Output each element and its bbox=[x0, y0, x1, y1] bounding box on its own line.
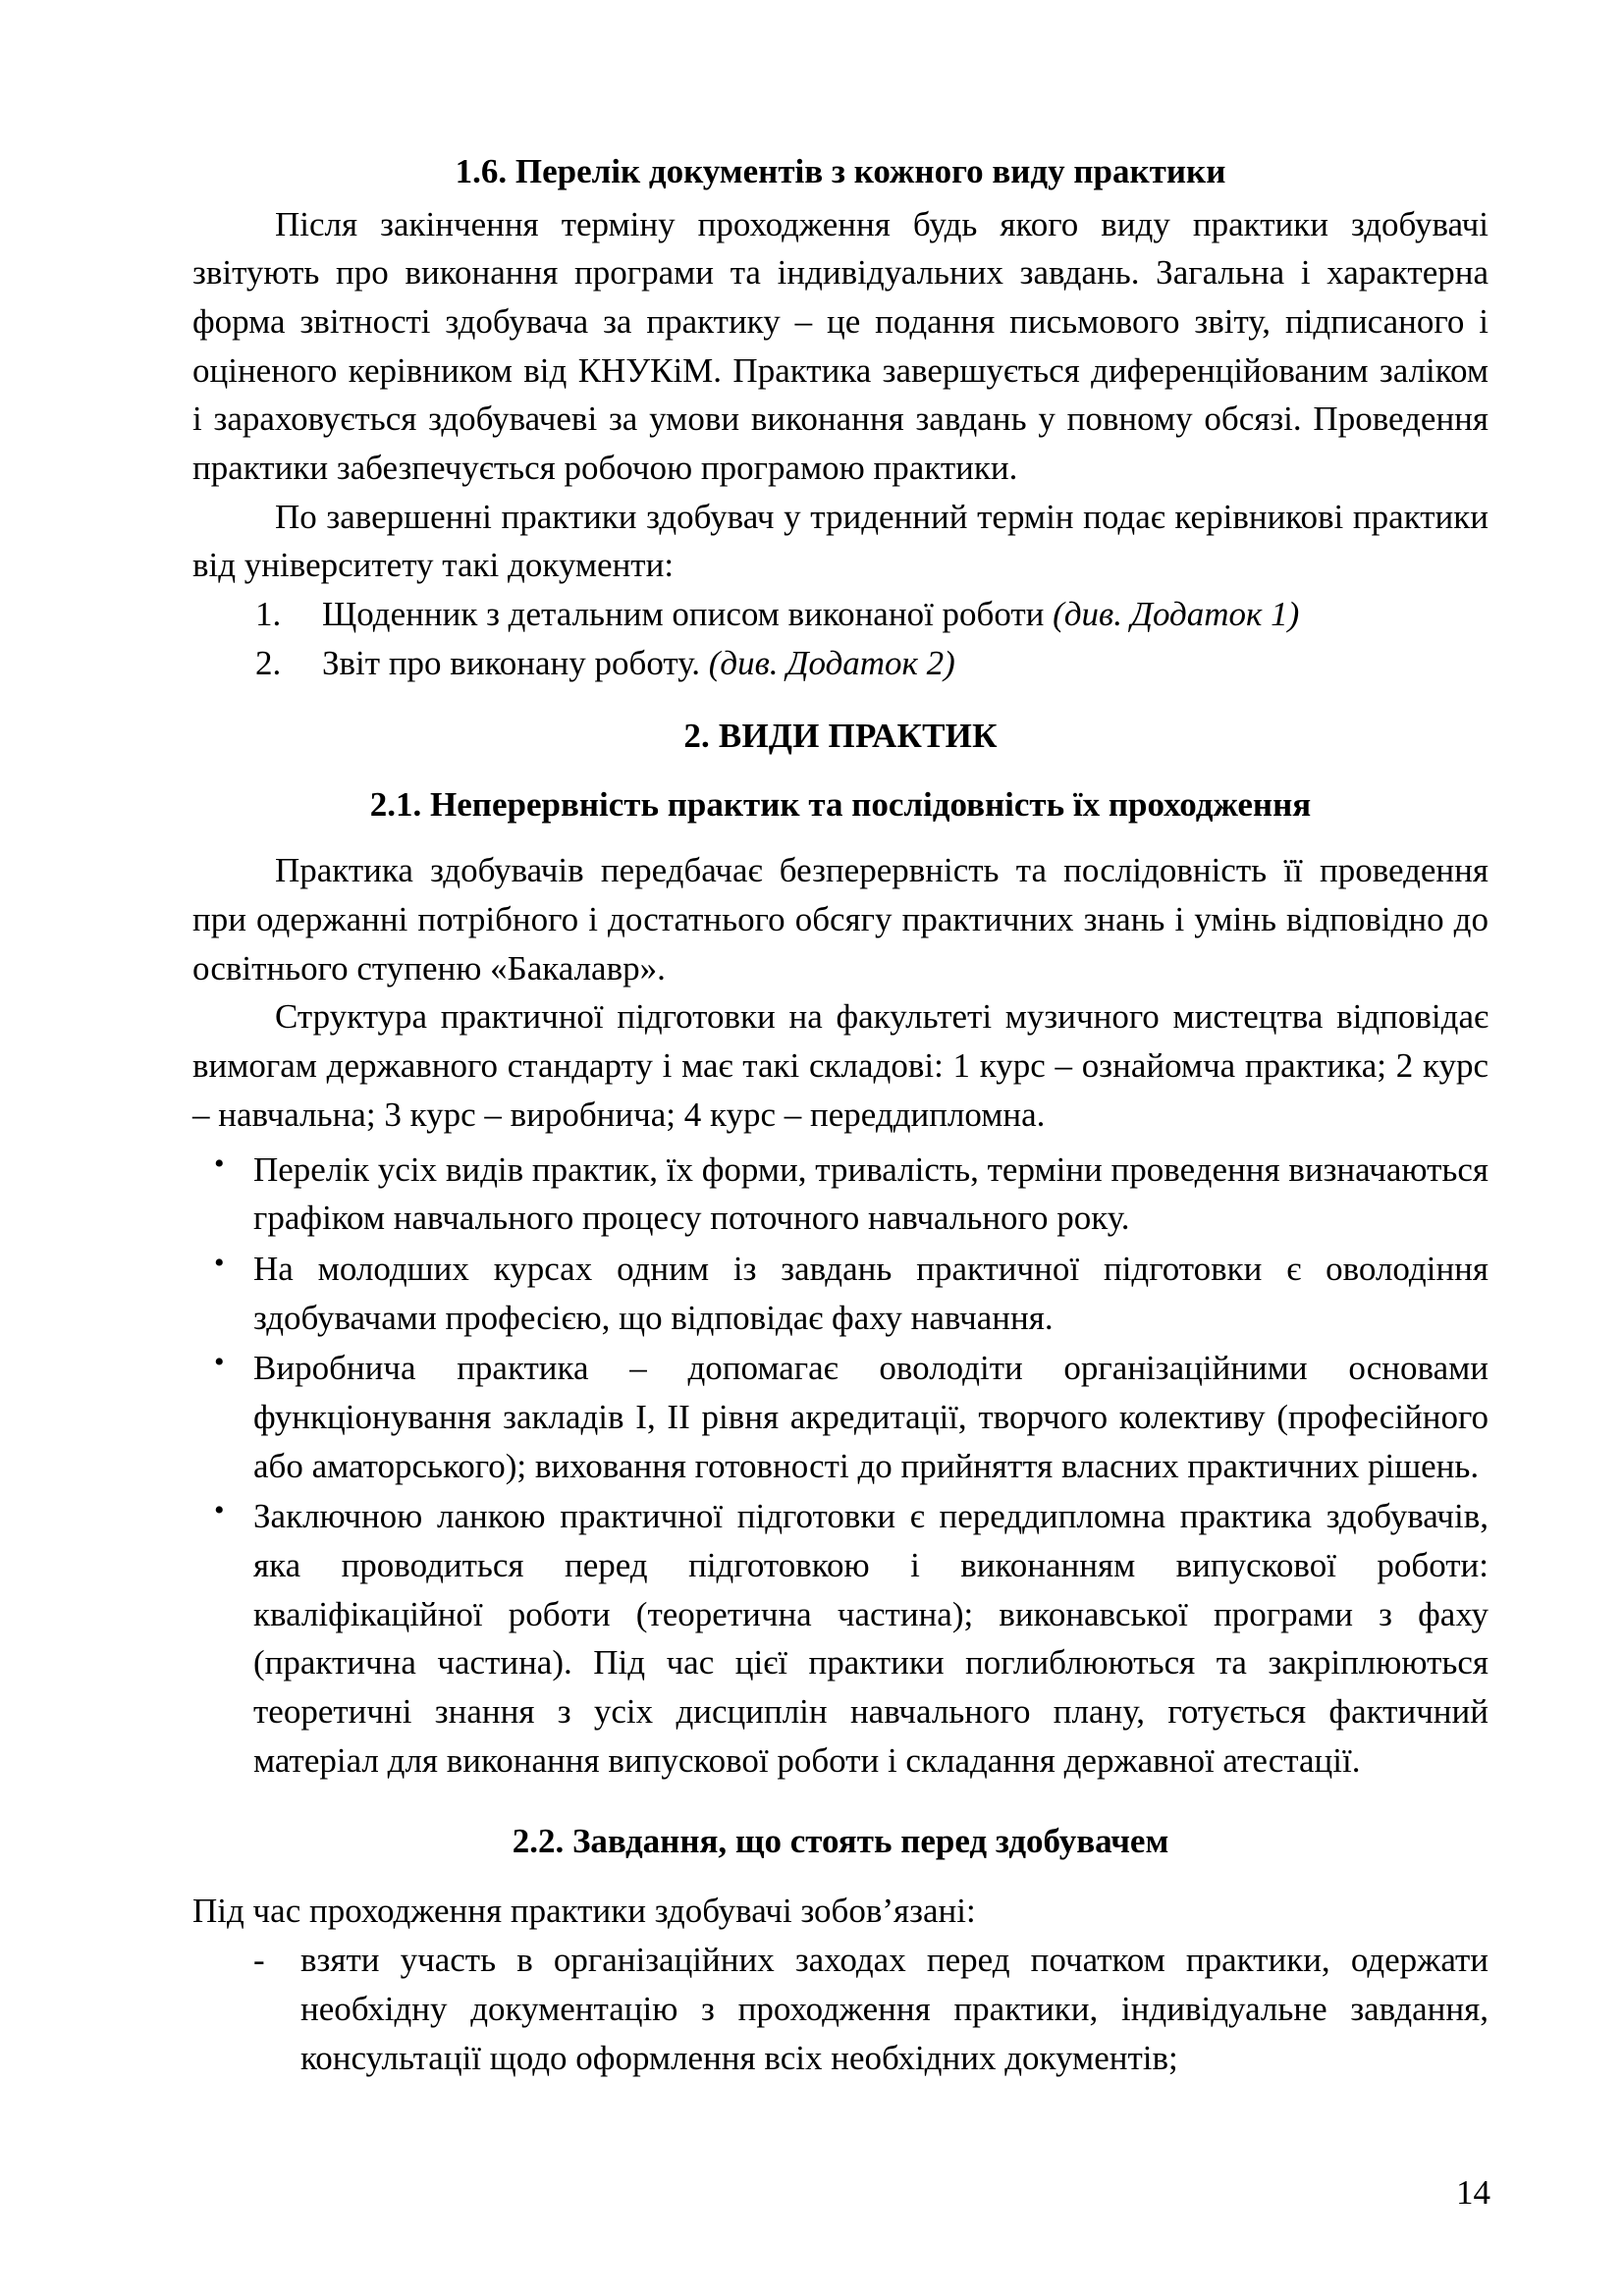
list-marker: 1. bbox=[255, 595, 282, 633]
list-marker: 2. bbox=[255, 643, 282, 682]
heading-1-6: 1.6. Перелік документів з кожного виду практики bbox=[455, 152, 1226, 190]
list-item bbox=[192, 1146, 1489, 1243]
list-item bbox=[192, 639, 1489, 688]
paragraph-structure: Структура практичної підготовки на факультеті музичного мистецтва відповідає вимогам державного стандарту і має такі складові: 1 курс – ознайомча практика; 2 курс – навчальна; 3 курс – виробнича; 4 курс – переддипломна. bbox=[192, 997, 1489, 1134]
list-item-text: взяти участь в організаційних заходах перед початком практики, одержати необхідну документацію з проходження практики, індивідуальне завдання, консультації щодо оформлення всіх необхідних документів; bbox=[300, 1941, 1489, 2077]
dash-icon: - bbox=[253, 1941, 265, 1980]
list-item bbox=[192, 1936, 1489, 2082]
list-item-text: Щоденник з детальним описом виконаної роботи bbox=[322, 595, 1054, 633]
list-item-text: Перелік усіх видів практик, їх форми, тривалість, терміни проведення визначаються графіком навчального процесу поточного навчального року. bbox=[253, 1149, 1489, 1238]
list-item-text: Заключною ланкою практичної підготовки є переддипломна практика здобувачів, яка проводиться перед підготовкою і виконанням випускової роботи: кваліфікаційної роботи (теоретична частина); виконавської програми з фаху (практична частина). Під час цієї практики поглиблюються та закріплюються теоретичні знання з усіх дисциплін навчального плану, готується фактичний матеріал для виконання випускової роботи і складання державної атестації. bbox=[253, 1497, 1489, 1780]
list-item-text: На молодших курсах одним із завдань практичної підготовки є оволодіння здобувачами професією, що відповідає фаху навчання. bbox=[253, 1249, 1489, 1337]
list-item bbox=[192, 1344, 1489, 1490]
list-item bbox=[192, 1245, 1489, 1342]
list-item-text: Виробнича практика – допомагає оволодіти організаційними основами функціонування закладів І, ІІ рівня акредитації, творчого колективу (професійного або аматорського); виховання готовності до прийняття власних практичних рішень. bbox=[253, 1349, 1489, 1485]
documents-numbered-list bbox=[192, 590, 1489, 687]
paragraph-documents-intro: По завершенні практики здобувач у триденний термін подає керівникові практики від університету такі документи: bbox=[192, 497, 1489, 585]
page-number: 14 bbox=[1456, 2173, 1490, 2212]
list-item-reference: (див. Додаток 1) bbox=[1053, 595, 1300, 633]
bullet-icon: • bbox=[214, 1346, 225, 1379]
heading-2-1: 2.1. Неперервність практик та послідовність їх проходження bbox=[369, 785, 1312, 825]
list-item bbox=[192, 590, 1489, 639]
heading-section-2: 2. ВИДИ ПРАКТИК bbox=[683, 717, 998, 756]
list-item bbox=[192, 1492, 1489, 1785]
page-content bbox=[192, 149, 1489, 2082]
practice-bullet-list bbox=[192, 1146, 1489, 1786]
list-item-text: Звіт про виконану роботу. bbox=[322, 643, 709, 682]
bullet-icon: • bbox=[214, 1246, 225, 1279]
bullet-icon: • bbox=[214, 1147, 225, 1180]
paragraph-obligations-intro: Під час проходження практики здобувачі зобов’язані: bbox=[192, 1892, 976, 1931]
bullet-icon: • bbox=[214, 1494, 225, 1527]
paragraph-continuity: Практика здобувачів передбачає безперервність та послідовність її проведення при одержанні потрібного і достатнього обсягу практичних знань і умінь відповідно до освітнього ступеню «Бакалавр». bbox=[192, 851, 1489, 988]
obligations-dash-list bbox=[192, 1936, 1489, 2082]
list-item-reference: (див. Додаток 2) bbox=[708, 643, 955, 682]
heading-2-2: 2.2. Завдання, що стоять перед здобувачем bbox=[512, 1822, 1169, 1861]
paragraph-after-1-6: Після закінчення терміну проходження будь якого виду практики здобувачі звітують про виконання програми та індивідуальних завдань. Загальна і характерна форма звітності здобувача за практику – це подання письмового звіту, підписаного і оціненого керівником від КНУКіМ. Практика завершується диференційованим заліком і зараховується здобувачеві за умови виконання завдань у повному обсязі. Проведення практики забезпечується робочою програмою практики. bbox=[192, 204, 1489, 487]
